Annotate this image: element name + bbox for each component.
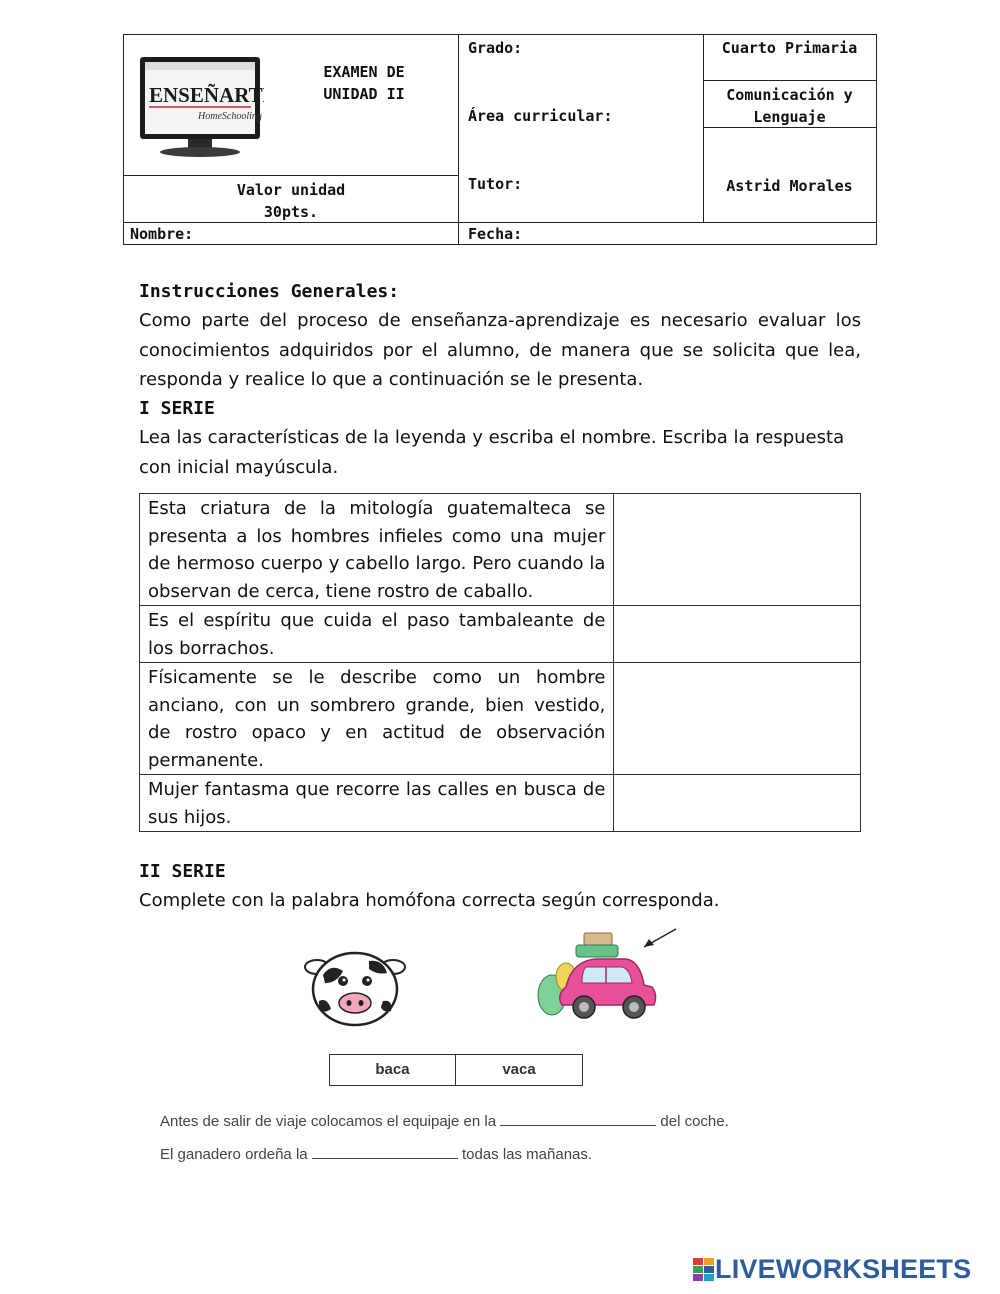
sentence-2-blank[interactable]: [312, 1144, 458, 1159]
area-label: Área curricular:: [468, 107, 613, 125]
liveworksheets-text: LIVEWORKSHEETS: [715, 1254, 972, 1284]
exam-title: EXAMEN DE UNIDAD II: [323, 63, 405, 103]
sentence-1: Antes de salir de viaje colocamos el equipaje en la del coche.: [160, 1113, 729, 1130]
table-row: [140, 775, 861, 832]
liveworksheets-logo-icon: [693, 1258, 715, 1282]
unit-value: Valor unidad 30pts.: [236, 181, 346, 221]
serie2-title: II SERIE: [139, 861, 226, 882]
option-baca[interactable]: baca: [329, 1054, 456, 1086]
liveworksheets-brand: [693, 1254, 971, 1285]
sentence-2: El ganadero ordeña la todas las mañanas.: [160, 1146, 593, 1163]
cow-image: [303, 945, 407, 1027]
legend-question-3: Físicamente se le describe como un hombre anciano, con un sombrero grande, bien vestido, de rostro opaco y en actitud de observación permanente.: [140, 663, 614, 775]
grado-label: Grado:: [468, 39, 523, 57]
car-with-luggage-image: [526, 925, 686, 1029]
legend-table: [139, 493, 861, 832]
legend-answer-3[interactable]: [614, 663, 861, 775]
legend-question-4: Mujer fantasma que recorre las calles en busca de sus hijos.: [140, 775, 614, 832]
legend-answer-1[interactable]: [614, 494, 861, 606]
serie2-instruction: Complete con la palabra homófona correcta según corresponda.: [139, 890, 720, 911]
exam-header-table: [123, 34, 877, 245]
serie1-title: I SERIE: [139, 398, 215, 419]
legend-question-2: Es el espíritu que cuida el paso tambaleante de los borrachos.: [140, 606, 614, 663]
option-vaca[interactable]: vaca: [455, 1054, 583, 1086]
tutor-label: Tutor:: [468, 175, 523, 193]
tutor-value: Astrid Morales: [726, 177, 853, 195]
table-row: [140, 494, 861, 606]
table-row: [140, 606, 861, 663]
sentence-1-blank[interactable]: [500, 1111, 656, 1126]
legend-question-1: Esta criatura de la mitología guatemalteca se presenta a los hombres infieles como una mujer de hermoso cuerpo y cabello largo. Pero cuando la observan de cerca, tiene rostro de caballo.: [140, 494, 614, 606]
nombre-label: Nombre:: [130, 225, 194, 243]
school-logo: [136, 55, 264, 159]
legend-answer-4[interactable]: [614, 775, 861, 832]
legend-answer-2[interactable]: [614, 606, 861, 663]
instructions-text: Como parte del proceso de enseñanza-aprendizaje es necesario evaluar los conocimientos adquiridos por el alumno, de manera que se solicita que lea, responda y realice lo que a continuación se le presenta.: [139, 310, 861, 390]
svg-text:ENSEÑARTE: ENSEÑARTE: [149, 83, 264, 107]
serie1-instruction: Lea las características de la leyenda y escriba el nombre. Escriba la respuesta con inicial mayúscula.: [139, 427, 845, 478]
svg-text:HomeSchooling: HomeSchooling: [198, 111, 262, 122]
fecha-label: Fecha:: [468, 225, 523, 243]
grado-value: Cuarto Primaria: [721, 39, 858, 57]
area-value: Comunicación y Lenguaje: [726, 86, 853, 126]
instructions-title: Instrucciones Generales:: [139, 281, 400, 302]
table-row: [140, 663, 861, 775]
